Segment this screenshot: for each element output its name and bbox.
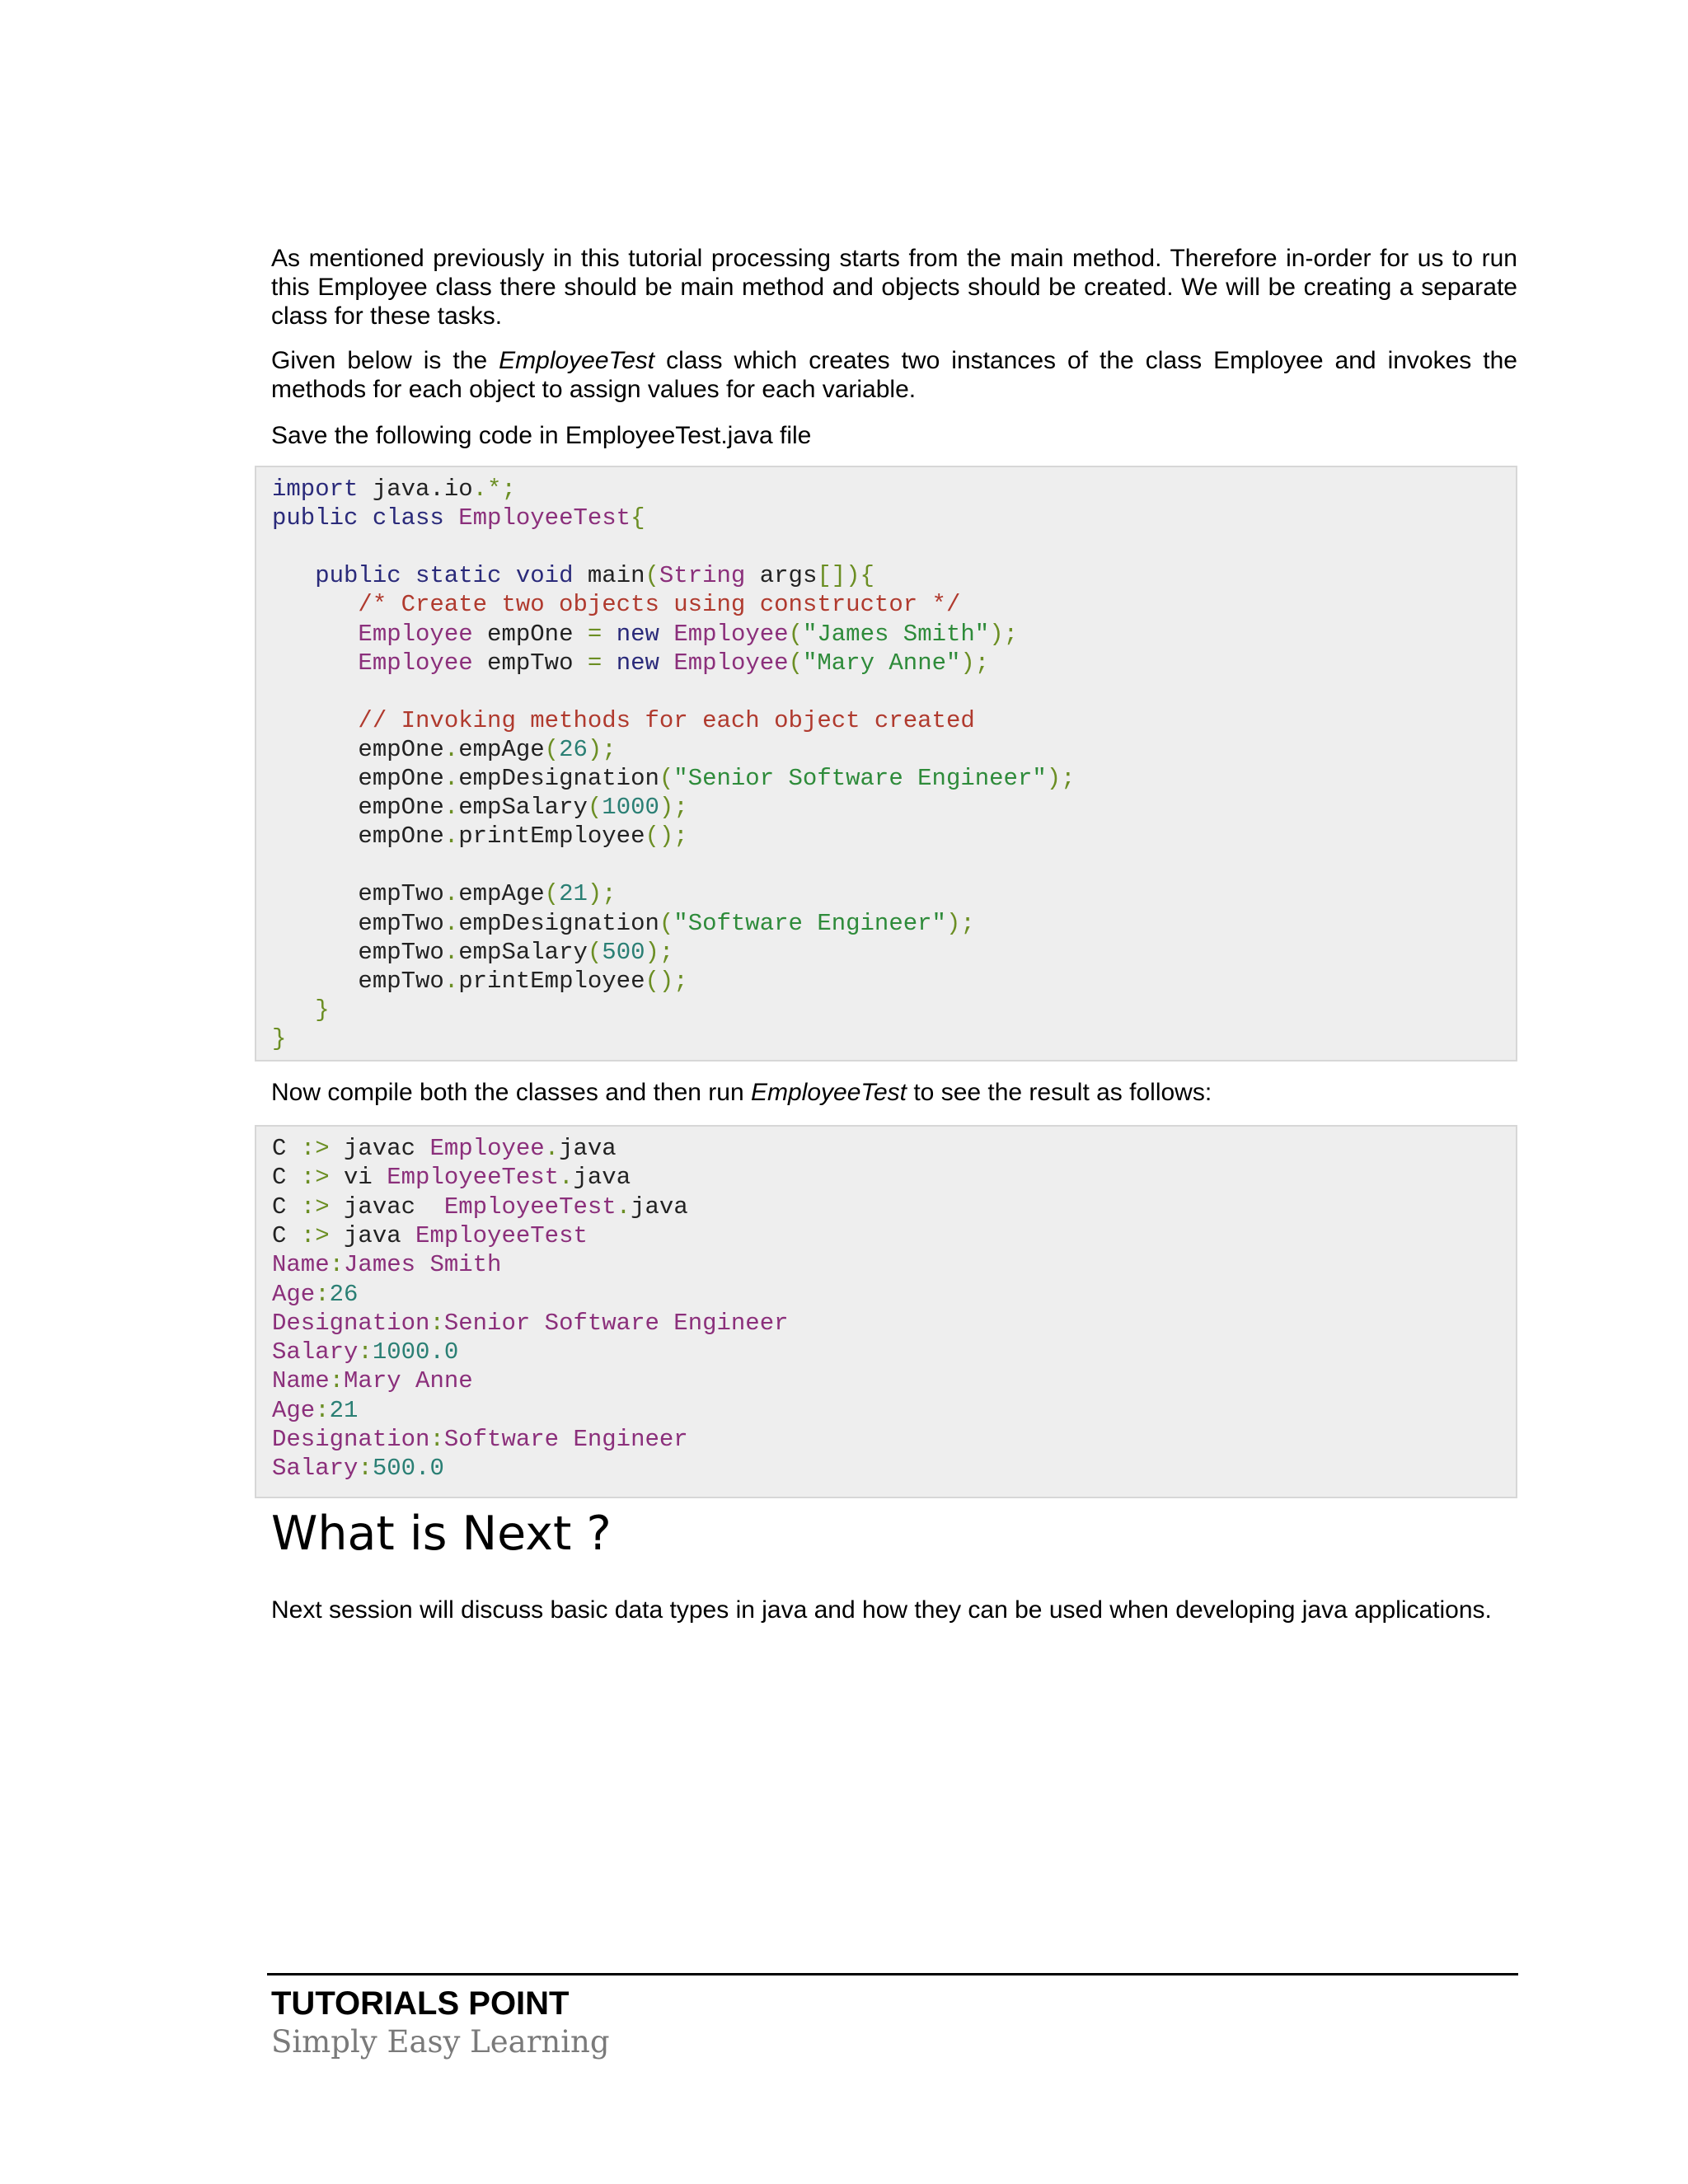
code-token: :> bbox=[300, 1221, 330, 1249]
code-line bbox=[272, 1282, 358, 1307]
code-token: .*; bbox=[472, 476, 516, 503]
code-token: String bbox=[659, 562, 746, 590]
code-token: java bbox=[329, 1221, 416, 1249]
code-line bbox=[272, 1427, 688, 1452]
code-token: EmployeeTest bbox=[443, 1193, 617, 1221]
code-token: :> bbox=[300, 1164, 330, 1192]
code-token: ( bbox=[544, 735, 560, 763]
code-line bbox=[272, 1137, 617, 1161]
code-token: C bbox=[272, 1135, 301, 1162]
code-token: 26 bbox=[329, 1280, 359, 1308]
code-line bbox=[272, 795, 688, 820]
code-token: : bbox=[329, 1251, 345, 1279]
code-line bbox=[272, 735, 617, 763]
code-token: javac bbox=[329, 1193, 444, 1221]
code-token: 500 bbox=[602, 938, 645, 966]
code-token: ); bbox=[587, 880, 617, 908]
code-token: . bbox=[443, 909, 459, 937]
code-token: Employee bbox=[429, 1135, 545, 1162]
code-line bbox=[272, 506, 645, 531]
code-token bbox=[272, 707, 358, 734]
code-token: javac bbox=[329, 1135, 430, 1162]
class-name-emphasis: EmployeeTest bbox=[499, 347, 655, 374]
code-token: 21 bbox=[559, 880, 588, 908]
code-token: ); bbox=[945, 909, 975, 937]
class-name-emphasis: EmployeeTest bbox=[751, 1079, 907, 1106]
code-token bbox=[659, 649, 673, 677]
code-token: : bbox=[315, 1280, 330, 1308]
code-token: :> bbox=[300, 1135, 330, 1162]
paragraph-text: Given below is the bbox=[271, 347, 499, 374]
code-token: . bbox=[443, 967, 459, 995]
code-line bbox=[272, 1456, 444, 1481]
code-token: : bbox=[315, 1396, 330, 1424]
code-line bbox=[272, 622, 1018, 647]
code-token bbox=[272, 591, 358, 618]
code-token: printEmployee bbox=[458, 823, 645, 851]
code-token: } bbox=[315, 996, 330, 1024]
code-token: : bbox=[429, 1309, 444, 1337]
code-line bbox=[272, 766, 1076, 791]
code-line bbox=[272, 909, 975, 937]
intro-paragraph: As mentioned previously in this tutorial processing starts from the main method. Therefore in-order for us to run this Employee class there should be main method and objects should be created. We will be creating a separate class for these tasks. bbox=[271, 245, 1517, 330]
code-token: (); bbox=[645, 823, 688, 851]
code-token: . bbox=[443, 938, 459, 966]
code-token: vi bbox=[329, 1164, 387, 1192]
code-token: C bbox=[272, 1193, 301, 1221]
code-token: empTwo bbox=[272, 909, 444, 937]
code-token: EmployeeTest bbox=[415, 1221, 588, 1249]
code-token bbox=[602, 621, 616, 648]
code-token: empTwo bbox=[272, 967, 444, 995]
section-heading: What is Next ? bbox=[271, 1507, 612, 1561]
code-token: Designation bbox=[272, 1309, 430, 1337]
code-token: import bbox=[272, 476, 359, 503]
paragraph-text: Now compile both the classes and then run bbox=[271, 1079, 751, 1106]
code-token: : bbox=[358, 1455, 373, 1483]
code-token: Employee bbox=[673, 620, 789, 648]
code-token: // Invoking methods for each object created bbox=[358, 706, 975, 734]
code-line bbox=[272, 1253, 501, 1277]
code-token: empSalary bbox=[458, 794, 588, 822]
code-token: ( bbox=[788, 649, 803, 677]
code-token: ); bbox=[659, 794, 688, 822]
code-token: . bbox=[616, 1193, 631, 1221]
code-token: "Mary Anne" bbox=[802, 649, 961, 677]
code-token: 26 bbox=[559, 735, 588, 763]
code-line bbox=[272, 706, 975, 734]
code-token: ( bbox=[645, 562, 659, 590]
code-token: Software Engineer bbox=[443, 1426, 688, 1453]
code-token: java bbox=[559, 1135, 617, 1162]
code-token: ( bbox=[788, 620, 803, 648]
code-token: ( bbox=[587, 938, 603, 966]
code-line bbox=[272, 1340, 458, 1365]
code-token: empAge bbox=[458, 880, 545, 908]
code-token: Designation bbox=[272, 1426, 430, 1453]
code-token: Employee bbox=[358, 649, 473, 677]
code-token: public class bbox=[272, 504, 444, 532]
code-token: . bbox=[544, 1135, 560, 1162]
code-token: empDesignation bbox=[458, 765, 659, 792]
code-token: Employee bbox=[673, 649, 789, 677]
code-token bbox=[602, 649, 616, 677]
code-line bbox=[272, 969, 688, 994]
code-token: empAge bbox=[458, 735, 545, 763]
code-token: empDesignation bbox=[458, 909, 659, 937]
code-token: new bbox=[616, 649, 659, 677]
code-token: ( bbox=[659, 909, 674, 937]
save-instruction-paragraph: Save the following code in EmployeeTest.java file bbox=[271, 422, 812, 449]
code-token: . bbox=[443, 735, 459, 763]
code-token: empOne bbox=[472, 620, 588, 648]
code-token: 1000.0 bbox=[372, 1338, 459, 1366]
code-token: ); bbox=[1046, 765, 1076, 792]
code-token: (); bbox=[645, 967, 688, 995]
code-token: empOne bbox=[272, 765, 444, 792]
code-token: . bbox=[443, 823, 459, 851]
code-token: Age bbox=[272, 1280, 316, 1308]
code-line bbox=[272, 564, 874, 588]
code-token: Name bbox=[272, 1367, 330, 1395]
code-token: Age bbox=[272, 1396, 316, 1424]
code-token: C bbox=[272, 1221, 301, 1249]
code-token: /* Create two objects using constructor */ bbox=[358, 591, 961, 619]
code-token: ); bbox=[960, 649, 990, 677]
code-token: . bbox=[559, 1164, 574, 1192]
code-token: ( bbox=[587, 794, 603, 822]
code-token: empSalary bbox=[458, 938, 588, 966]
code-line bbox=[272, 593, 960, 617]
code-token: . bbox=[443, 794, 459, 822]
code-token: empTwo bbox=[272, 938, 444, 966]
code-token: ); bbox=[587, 735, 617, 763]
code-token: empOne bbox=[272, 794, 444, 822]
code-token: EmployeeTest bbox=[387, 1164, 560, 1192]
code-token: java.io bbox=[358, 476, 473, 503]
code-token bbox=[272, 621, 358, 648]
code-token: : bbox=[358, 1338, 373, 1366]
code-token: empOne bbox=[272, 823, 444, 851]
code-token bbox=[444, 504, 458, 532]
code-token: empTwo bbox=[272, 880, 444, 908]
code-token: "Senior Software Engineer" bbox=[673, 765, 1047, 792]
code-line bbox=[272, 651, 989, 676]
next-session-paragraph: Next session will discuss basic data types in java and how they can be used when developing java applications. bbox=[271, 1596, 1492, 1624]
code-token: 500.0 bbox=[372, 1455, 444, 1483]
code-line bbox=[272, 477, 516, 502]
code-token: EmployeeTest bbox=[458, 504, 631, 532]
code-token: ( bbox=[659, 765, 674, 792]
code-token: . bbox=[443, 880, 459, 908]
code-token bbox=[272, 562, 315, 589]
code-token: 21 bbox=[329, 1396, 359, 1424]
code-line bbox=[272, 1221, 588, 1249]
code-token: Mary Anne bbox=[344, 1367, 473, 1395]
code-token bbox=[272, 649, 358, 677]
code-token: []){ bbox=[817, 562, 874, 590]
code-token: empOne bbox=[272, 735, 444, 763]
code-token: main bbox=[573, 562, 645, 590]
code-token: Salary bbox=[272, 1338, 359, 1366]
code-token: java bbox=[573, 1164, 631, 1192]
code-token: Employee bbox=[358, 620, 473, 648]
source-code-block bbox=[255, 466, 1517, 1062]
console-output-block bbox=[255, 1125, 1517, 1498]
footer-tagline: Simply Easy Learning bbox=[271, 2024, 610, 2060]
code-line bbox=[272, 1369, 473, 1394]
code-token: C bbox=[272, 1164, 301, 1192]
code-line bbox=[272, 1165, 631, 1190]
code-token: Salary bbox=[272, 1455, 359, 1483]
code-token: Name bbox=[272, 1251, 330, 1279]
code-token: : bbox=[429, 1426, 444, 1453]
code-token: } bbox=[272, 1024, 287, 1052]
code-token: java bbox=[631, 1193, 688, 1221]
code-line bbox=[272, 1024, 287, 1052]
code-token: ); bbox=[989, 620, 1019, 648]
code-token: : bbox=[329, 1367, 345, 1395]
code-token bbox=[272, 996, 315, 1024]
code-line bbox=[272, 998, 330, 1023]
code-token: "James Smith" bbox=[802, 620, 990, 648]
code-line bbox=[272, 1396, 359, 1424]
compile-instruction-paragraph bbox=[271, 1078, 1517, 1107]
code-line bbox=[272, 1311, 789, 1336]
code-token: Senior Software Engineer bbox=[443, 1309, 789, 1337]
employeetest-description-paragraph bbox=[271, 346, 1517, 404]
code-token: printEmployee bbox=[458, 967, 645, 995]
code-line bbox=[272, 940, 673, 965]
code-token: James Smith bbox=[344, 1251, 502, 1279]
code-token: new bbox=[616, 620, 659, 648]
code-line bbox=[272, 824, 688, 849]
code-token: args bbox=[745, 562, 818, 590]
footer-brand: TUTORIALS POINT bbox=[271, 1985, 570, 2022]
code-token bbox=[659, 621, 673, 648]
code-token: = bbox=[587, 620, 603, 648]
code-token: empTwo bbox=[472, 649, 588, 677]
code-line bbox=[272, 882, 617, 907]
code-token: ( bbox=[544, 880, 560, 908]
code-token: . bbox=[443, 765, 459, 792]
paragraph-text: to see the result as follows: bbox=[907, 1079, 1212, 1106]
code-token: public static void bbox=[315, 562, 574, 590]
code-line bbox=[272, 1195, 688, 1220]
paragraph-text: class which creates two instances of the class Employee and invokes the methods for each object to assign values for each variable. bbox=[271, 347, 1517, 403]
code-token: "Software Engineer" bbox=[673, 909, 946, 937]
code-token: 1000 bbox=[602, 794, 659, 822]
code-token: { bbox=[631, 504, 645, 532]
code-token: = bbox=[587, 649, 603, 677]
footer-divider bbox=[267, 1973, 1518, 1975]
code-token: :> bbox=[300, 1193, 330, 1221]
code-token: ); bbox=[645, 938, 674, 966]
